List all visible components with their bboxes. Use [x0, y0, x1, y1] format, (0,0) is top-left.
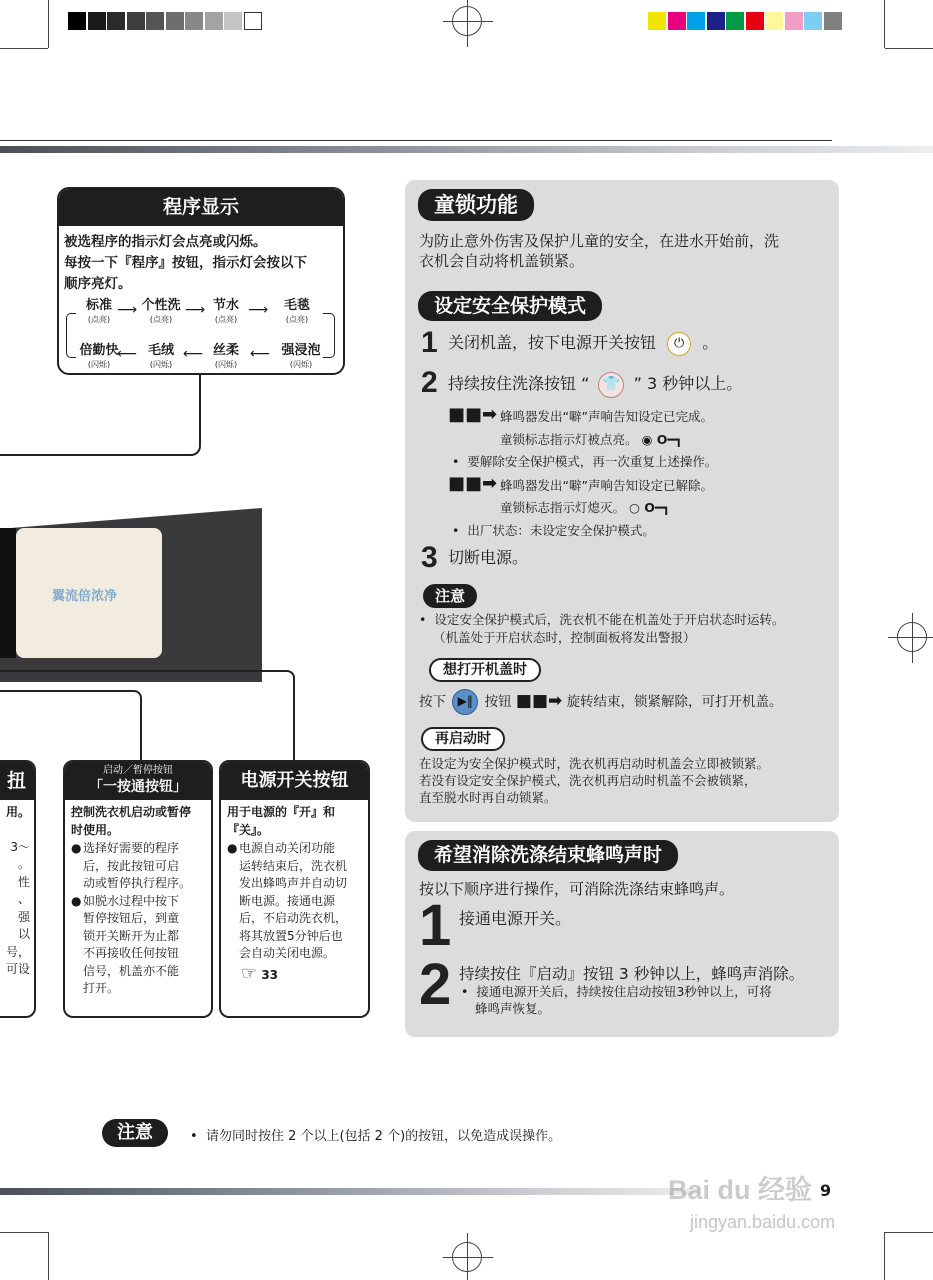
- arrow-left-icon: ⟵: [250, 346, 271, 362]
- restart-line: 在设定为安全保护模式时，洗衣机再启动时机盖会立即被锁紧。: [419, 756, 770, 771]
- step-1-text: [448, 330, 718, 356]
- panel-display-area: [0, 528, 16, 658]
- buzzer-step-1-number: 1: [419, 893, 452, 958]
- bottom-caution-label: 注意: [102, 1119, 168, 1147]
- partial-button-card: [0, 760, 36, 1018]
- color-swatch: [648, 12, 666, 30]
- connector-line: [0, 375, 201, 456]
- bullet-line: 选择好需要的程序: [83, 841, 180, 855]
- power-lead-line: 用于电源的『开』和: [227, 805, 336, 819]
- open-prefix: 按下: [419, 694, 446, 710]
- intro-line: 衣机会自动将机盖锁紧。: [419, 252, 585, 270]
- partial-line: 3～: [10, 839, 30, 854]
- footer-gradient-bar: [0, 1188, 700, 1195]
- color-swatch: [824, 12, 842, 30]
- start-card-bullet-2: [71, 893, 205, 998]
- start-card-lead: 控制洗衣机启动或暂停时使用。: [71, 805, 192, 837]
- partial-card-body: [0, 800, 34, 983]
- power-button-icon: ⏻: [667, 332, 691, 356]
- crop-mark: [48, 0, 49, 48]
- gray-swatch: [224, 12, 242, 30]
- flow-item-blanket: 毛毯 (点亮): [283, 298, 310, 324]
- color-swatch: [746, 12, 764, 30]
- buzzer-step-1-text: 接通电源开关。: [459, 909, 572, 928]
- crop-mark: [885, 48, 933, 49]
- caution-text: • 设定安全保护模式后，洗衣机不能在机盖处于开启状态时运转。 （机盖处于开启状态时，控制面板将发出警报）: [419, 612, 785, 645]
- gray-swatch: [166, 12, 184, 30]
- bullet-line: 会自动关闭电源。: [239, 946, 336, 960]
- crop-mark: [884, 1232, 885, 1280]
- step-3-number: 3: [421, 541, 438, 574]
- connector-line: [0, 690, 142, 760]
- arrow-right-icon: ⟶: [117, 302, 138, 318]
- arrow-left-icon: ⟵: [183, 346, 204, 362]
- color-swatch: [668, 12, 686, 30]
- lock-indicator-off-icon: ○ O━┓: [629, 500, 670, 515]
- bullet-line: 信号，机盖亦不能: [83, 963, 180, 978]
- buzzer-title: 希望消除洗涤结束蜂鸣声时: [418, 840, 678, 871]
- wash-shirt-icon: 👕: [598, 372, 624, 398]
- set-note-2-text: 童锁标志指示灯被点亮。: [500, 432, 638, 447]
- flow-item-wool: 毛绒 (闪烁): [147, 343, 174, 369]
- step-1-number: 1: [421, 326, 438, 359]
- gray-swatch: [68, 12, 86, 30]
- bullet-line: 后，按此按钮可启: [83, 858, 180, 873]
- bullet-line: 将其放置5分钟后也: [239, 928, 343, 943]
- partial-line: 强: [17, 909, 30, 924]
- result-arrow-icon: ■■➡: [448, 473, 498, 494]
- bullet-line: 不再接收任何按钮: [83, 946, 180, 960]
- buzzer-step-2-number: 2: [419, 952, 452, 1017]
- flow-loop-right: [323, 313, 335, 358]
- set-note-1: 蜂鸣器发出“噼”声响告知设定已完成。: [500, 409, 713, 424]
- crop-mark: [884, 0, 885, 48]
- header-gradient-bar: [0, 146, 933, 153]
- start-pause-button-card: [63, 760, 213, 1018]
- factory-bullet: • 出厂状态：未设定安全保护模式。: [452, 523, 655, 538]
- intro-line: 为防止意外伤害及保护儿童的安全，在进水开始前，洗: [419, 232, 780, 250]
- step-1-label: 关闭机盖，按下电源开关按钮: [448, 333, 657, 352]
- bullet-icon: ●: [71, 893, 82, 908]
- registration-mark-bottom: [452, 1242, 482, 1272]
- desc-line: 被选程序的指示灯会点亮或闪烁。: [64, 234, 267, 250]
- color-swatch: [687, 12, 705, 30]
- arrow-right-icon: ⟶: [185, 302, 206, 318]
- start-card-bullet-1: [71, 840, 205, 893]
- bullet-icon: ●: [71, 841, 82, 855]
- gray-swatch: [146, 12, 164, 30]
- caution-label: 注意: [423, 584, 477, 608]
- step-2-number: 2: [421, 366, 438, 399]
- cancel-bullet-text: 要解除安全保护模式，再一次重复上述操作。: [467, 454, 718, 469]
- caution-line: （机盖处于开启状态时，控制面板将发出警报）: [433, 630, 696, 645]
- child-lock-title: 童锁功能: [418, 189, 534, 221]
- color-swatch: [765, 12, 783, 30]
- partial-line: 以: [17, 927, 30, 941]
- desc-line: 顺序亮灯。: [64, 276, 132, 292]
- gray-swatch: [185, 12, 203, 30]
- pointing-hand-icon: ☞: [241, 962, 258, 984]
- buzzer-intro: 按以下顺序进行操作，可消除洗涤结束蜂鸣声。: [419, 880, 735, 898]
- unset-note-2-text: 童锁标志指示灯熄灭。: [500, 500, 626, 515]
- gray-swatch: [127, 12, 145, 30]
- buzzer-step-2-text: 持续按住『启动』按钮 3 秒钟以上，蜂鸣声消除。: [459, 965, 805, 983]
- registration-mark-top: [452, 6, 482, 36]
- start-card-body: [65, 800, 211, 1002]
- bullet-line: 打开。: [83, 981, 120, 995]
- bullet-line: 动或暂停执行程序。: [83, 876, 192, 890]
- crop-mark: [0, 48, 48, 49]
- restart-line: 直至脱水时再自动锁紧。: [419, 790, 557, 805]
- unset-note-1: 蜂鸣器发出“噼”声响告知设定已解除。: [500, 478, 713, 493]
- flow-item-water-save: 节水 (点亮): [212, 298, 239, 324]
- bullet-line: 后，不启动洗衣机，: [239, 911, 348, 925]
- cancel-bullet: • 要解除安全保护模式，再一次重复上述操作。: [452, 454, 718, 469]
- flow-item-silk: 丝柔 (闪烁): [212, 343, 239, 369]
- program-display-desc: [59, 226, 343, 295]
- bullet-line: 断电源。接通电源: [239, 893, 336, 908]
- step-2-label: 持续按住洗涤按钮 “: [448, 374, 590, 393]
- crop-mark: [48, 1232, 49, 1280]
- step-2-suffix: ” 3 秒钟以上。: [633, 374, 743, 393]
- result-arrow-icon: ■■➡: [515, 691, 563, 711]
- header-rule: [0, 140, 832, 141]
- bullet-line: 暂停按钮后，到童: [83, 911, 180, 925]
- page-reference[interactable]: [227, 962, 362, 985]
- set-note-2: [500, 430, 682, 448]
- power-card-title: 电源开关按钮: [221, 762, 368, 800]
- crop-mark: [0, 1232, 48, 1233]
- restart-title: 再启动时: [421, 727, 505, 751]
- partial-line: 用。: [5, 805, 30, 819]
- flow-item-personal: 个性洗 (点亮): [141, 298, 181, 324]
- gray-swatch: [88, 12, 106, 30]
- bullet-line: 运转结束后，洗衣机: [239, 858, 348, 873]
- page-ref-number: 33: [261, 967, 279, 982]
- bullet-line: 锁开关断开为止都: [83, 928, 180, 943]
- program-display-title: 程序显示: [59, 189, 343, 226]
- flow-loop-left: [66, 313, 76, 358]
- spacer: [0, 822, 30, 839]
- start-card-title: 「一按通按钮」: [89, 779, 187, 795]
- power-lead-line: 『关』。: [227, 822, 270, 837]
- restart-line: 若没有设定安全保护模式，洗衣机再启动时机盖不会被锁紧，: [419, 773, 757, 788]
- color-swatch: [726, 12, 744, 30]
- open-suffix: 旋转结束，锁紧解除，可打开机盖。: [566, 694, 783, 710]
- lock-indicator-on-icon: ◉ O━┓: [641, 432, 683, 447]
- bottom-caution-text: • 请勿同时按住 2 个以上(包括 2 个)的按钮，以免造成误操作。: [190, 1129, 562, 1144]
- bullet-line: 如脱水过程中按下: [83, 893, 180, 908]
- factory-bullet-text: 出厂状态：未设定安全保护模式。: [467, 523, 655, 538]
- flow-item-quick: 倍勤快 (闪烁): [79, 343, 119, 369]
- partial-line: 号，: [5, 944, 30, 959]
- start-card-header: [65, 762, 211, 800]
- flow-item-soak: 强浸泡 (闪烁): [281, 343, 321, 369]
- power-button-card: [219, 760, 370, 1018]
- restart-text: [419, 755, 769, 806]
- partial-card-title: 扭: [0, 762, 34, 800]
- flow-item-standard: 标准 (点亮): [85, 298, 112, 324]
- partial-line: 性: [17, 874, 30, 889]
- safety-mode-title: 设定安全保护模式: [418, 291, 602, 321]
- gray-swatch: [205, 12, 223, 30]
- power-card-body: [221, 800, 368, 988]
- arrow-right-icon: ⟶: [248, 302, 269, 318]
- gray-swatch: [244, 12, 262, 30]
- step-2-text: [448, 371, 742, 398]
- crop-mark: [885, 1232, 933, 1233]
- open-mid: 按钮: [484, 694, 512, 710]
- power-card-bullet: [227, 840, 362, 963]
- child-lock-intro: [419, 231, 779, 271]
- baidu-watermark-logo: Bai du 经验: [668, 1175, 813, 1205]
- step-1-suffix: 。: [702, 333, 719, 352]
- desc-line: 每按一下『程序』按钮，指示灯会按以下: [64, 255, 307, 271]
- color-swatch: [804, 12, 822, 30]
- unset-note-2: [500, 498, 670, 516]
- partial-line: 、: [17, 892, 30, 906]
- buzzer-note-line: 接通电源开关后，持续按住启动按钮3秒钟以上，可将: [476, 984, 772, 999]
- arrow-left-icon: ⟵: [117, 346, 138, 362]
- partial-line: 可设: [5, 962, 30, 976]
- start-card-subtitle: 启动／暂停按钮: [103, 765, 173, 776]
- baidu-watermark-url: jingyan.baidu.com: [690, 1212, 836, 1232]
- open-lid-instruction: [419, 689, 783, 715]
- panel-brand-label: 翼流倍浓净: [52, 589, 118, 604]
- step-3-text: 切断电源。: [448, 548, 529, 567]
- bullet-line: 电源自动关闭功能: [239, 841, 336, 855]
- buzzer-step-2-note: • 接通电源开关后，持续按住启动按钮3秒钟以上，可将 蜂鸣声恢复。: [461, 984, 772, 1016]
- bullet-icon: ●: [227, 841, 238, 855]
- open-lid-title: 想打开机盖时: [429, 658, 541, 682]
- buzzer-note-line: 蜂鸣声恢复。: [475, 1001, 551, 1016]
- color-swatch: [785, 12, 803, 30]
- caution-line: 设定安全保护模式后，洗衣机不能在机盖处于开启状态时运转。: [434, 612, 785, 627]
- result-arrow-icon: ■■➡: [448, 404, 498, 425]
- gray-swatch: [107, 12, 125, 30]
- color-swatch: [707, 12, 725, 30]
- bottom-caution-message: 请勿同时按住 2 个以上(包括 2 个)的按钮，以免造成误操作。: [205, 1129, 562, 1144]
- bullet-line: 发出蜂鸣声并自动切: [239, 876, 348, 890]
- registration-mark-right: [897, 622, 927, 652]
- page-number: 9: [820, 1181, 832, 1200]
- play-pause-icon: ▶‖: [452, 689, 478, 715]
- partial-line: 。: [17, 857, 30, 871]
